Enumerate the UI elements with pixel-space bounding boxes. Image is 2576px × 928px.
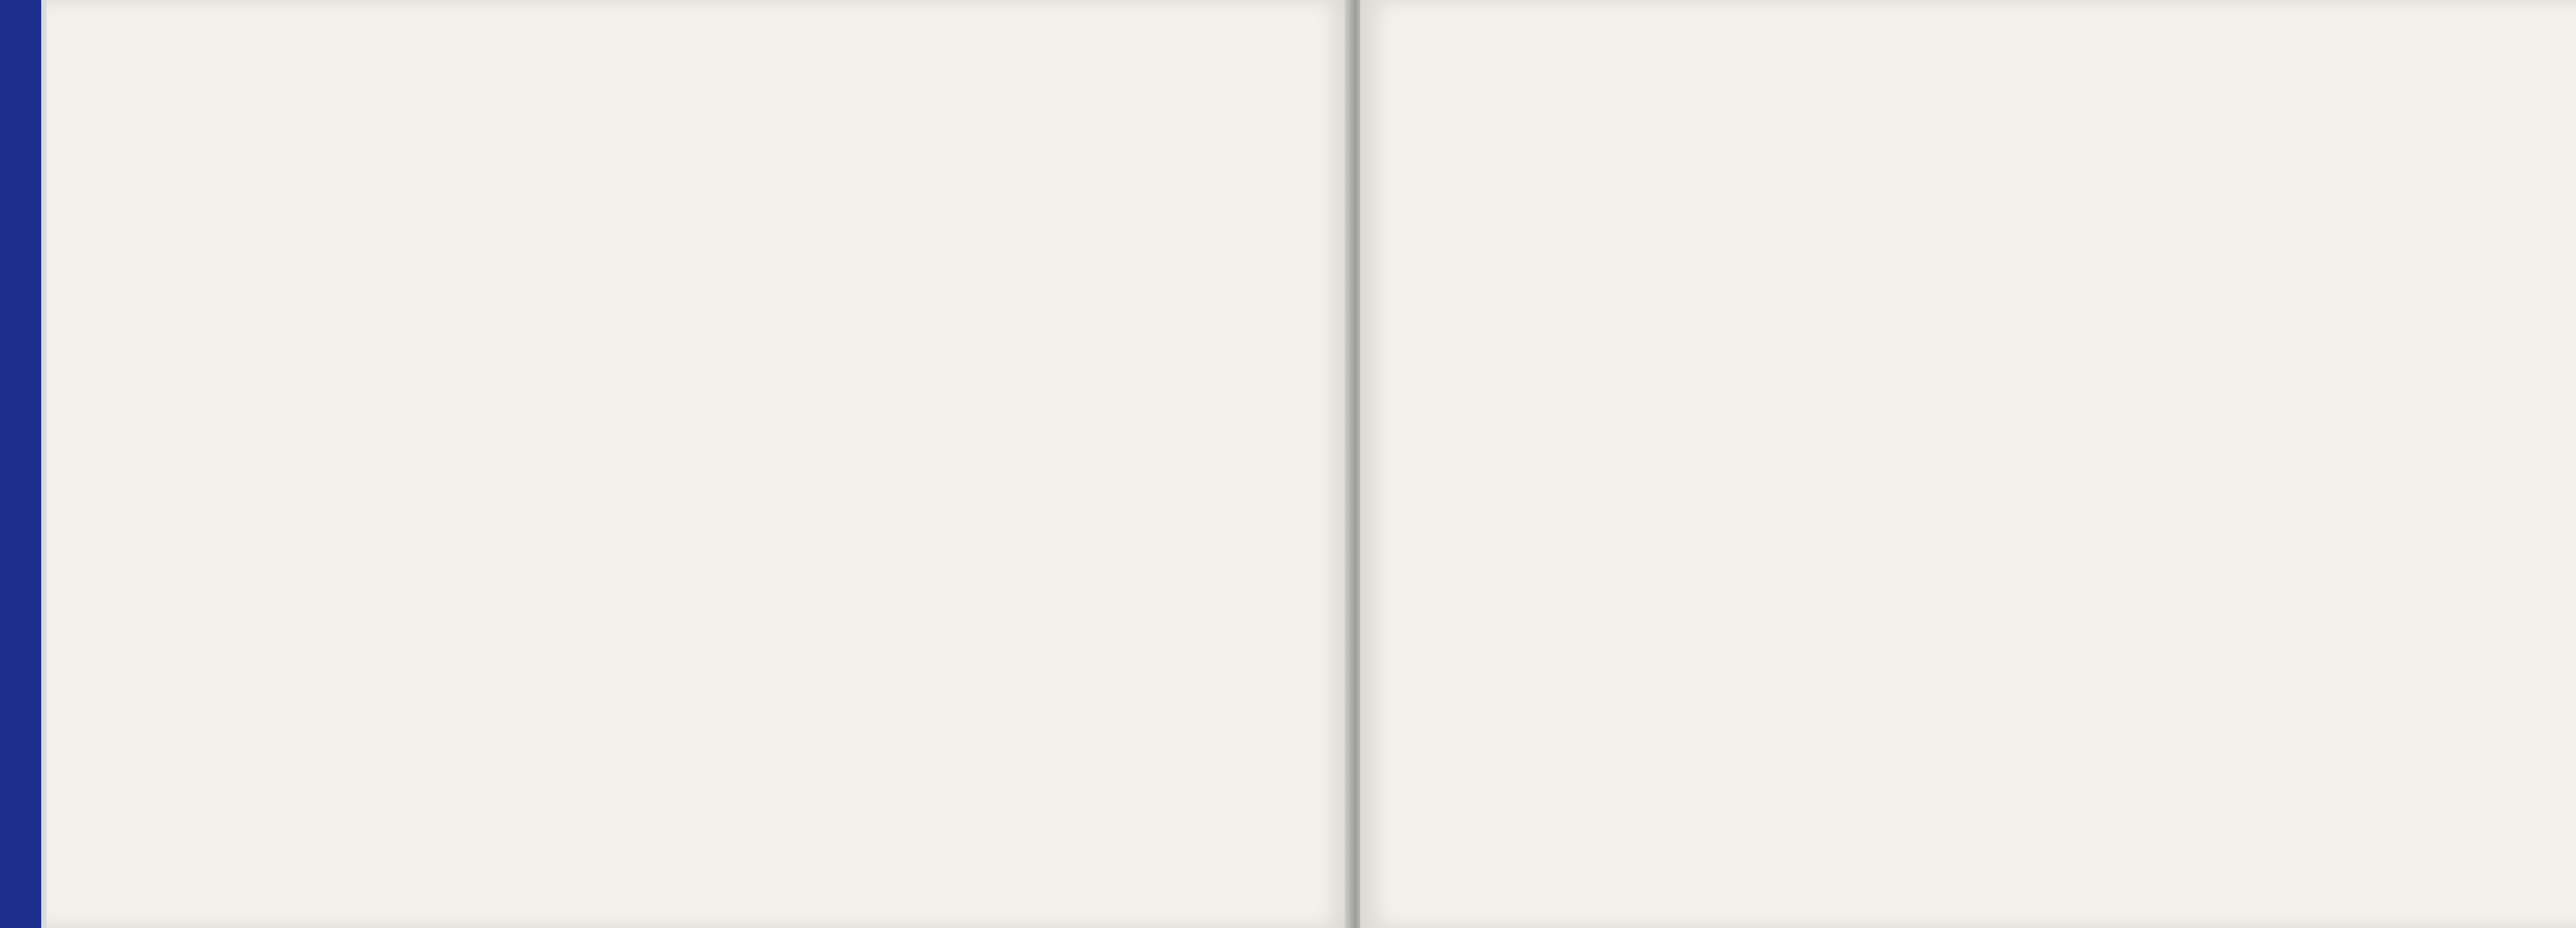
left-page <box>46 0 1350 928</box>
left-page-table <box>46 0 1350 928</box>
right-page <box>1360 0 2576 928</box>
right-page-table <box>1360 0 2576 928</box>
